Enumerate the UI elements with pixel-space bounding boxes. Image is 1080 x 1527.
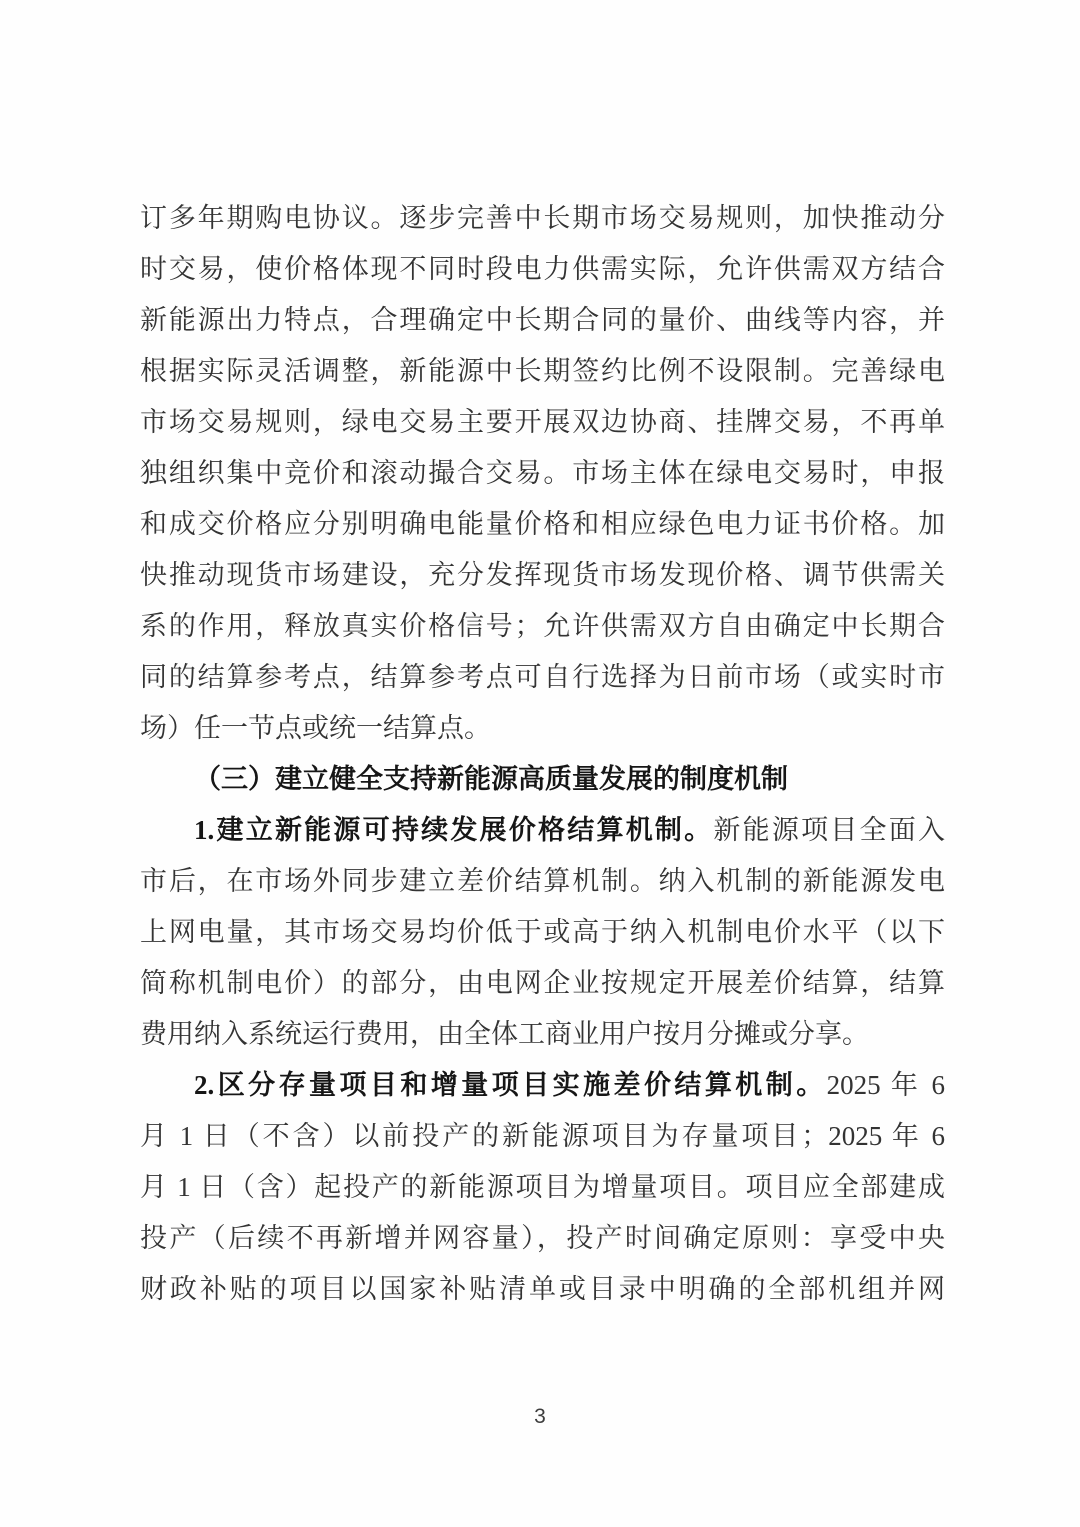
text-line-paragraph-end: 场）任一节点或统一结算点。 — [140, 713, 491, 743]
page-number: 3 — [534, 1405, 546, 1428]
text-line: 时交易，使价格体现不同时段电力供需实际，允许供需双方结合 — [140, 254, 945, 284]
text-line: 根据实际灵活调整，新能源中长期签约比例不设限制。完善绿电 — [140, 356, 945, 386]
text-line: 同的结算参考点，结算参考点可自行选择为日前市场（或实时市 — [140, 662, 945, 692]
text-line: 月 1 日（含）起投产的新能源项目为增量项目。项目应全部建成 — [140, 1172, 945, 1202]
text-line: 系的作用，释放真实价格信号；允许供需双方自由确定中长期合 — [140, 611, 945, 641]
run-regular: 新能源项目全面入 — [713, 815, 945, 845]
text-line: 独组织集中竞价和滚动撮合交易。市场主体在绿电交易时，申报 — [140, 458, 945, 488]
text-line: 简称机制电价）的部分，由电网企业按规定开展差价结算，结算 — [140, 968, 945, 998]
text-line: 投产（后续不再新增并网容量），投产时间确定原则：享受中央 — [140, 1223, 945, 1253]
document-body — [140, 193, 945, 1315]
text-line: 财政补贴的项目以国家补贴清单或目录中明确的全部机组并网 — [140, 1274, 945, 1304]
run-regular: 2025 年 6 — [826, 1070, 945, 1100]
text-line: 上网电量，其市场交易均价低于或高于纳入机制电价水平（以下 — [140, 917, 945, 947]
run-bold-lead: 1.建立新能源可持续发展价格结算机制。 — [194, 815, 714, 845]
section-heading: （三）建立健全支持新能源高质量发展的制度机制 — [194, 764, 788, 794]
text-line: 订多年期购电协议。逐步完善中长期市场交易规则，加快推动分 — [140, 203, 945, 233]
text-line: 市场交易规则，绿电交易主要开展双边协商、挂牌交易，不再单 — [140, 407, 945, 437]
text-line: 和成交价格应分别明确电能量价格和相应绿色电力证书价格。加 — [140, 509, 945, 539]
text-line: 新能源出力特点，合理确定中长期合同的量价、曲线等内容，并 — [140, 305, 945, 335]
text-line-mixed — [140, 1060, 945, 1111]
text-line-paragraph-end: 费用纳入系统运行费用，由全体工商业用户按月分摊或分享。 — [140, 1019, 869, 1049]
text-line-mixed — [140, 805, 945, 856]
run-bold-lead: 2.区分存量项目和增量项目实施差价结算机制。 — [194, 1070, 827, 1100]
text-line: 市后，在市场外同步建立差价结算机制。纳入机制的新能源发电 — [140, 866, 945, 896]
text-line: 快推动现货市场建设，充分发挥现货市场发现价格、调节供需关 — [140, 560, 945, 590]
text-line: 月 1 日（不含）以前投产的新能源项目为存量项目；2025 年 6 — [140, 1121, 945, 1151]
